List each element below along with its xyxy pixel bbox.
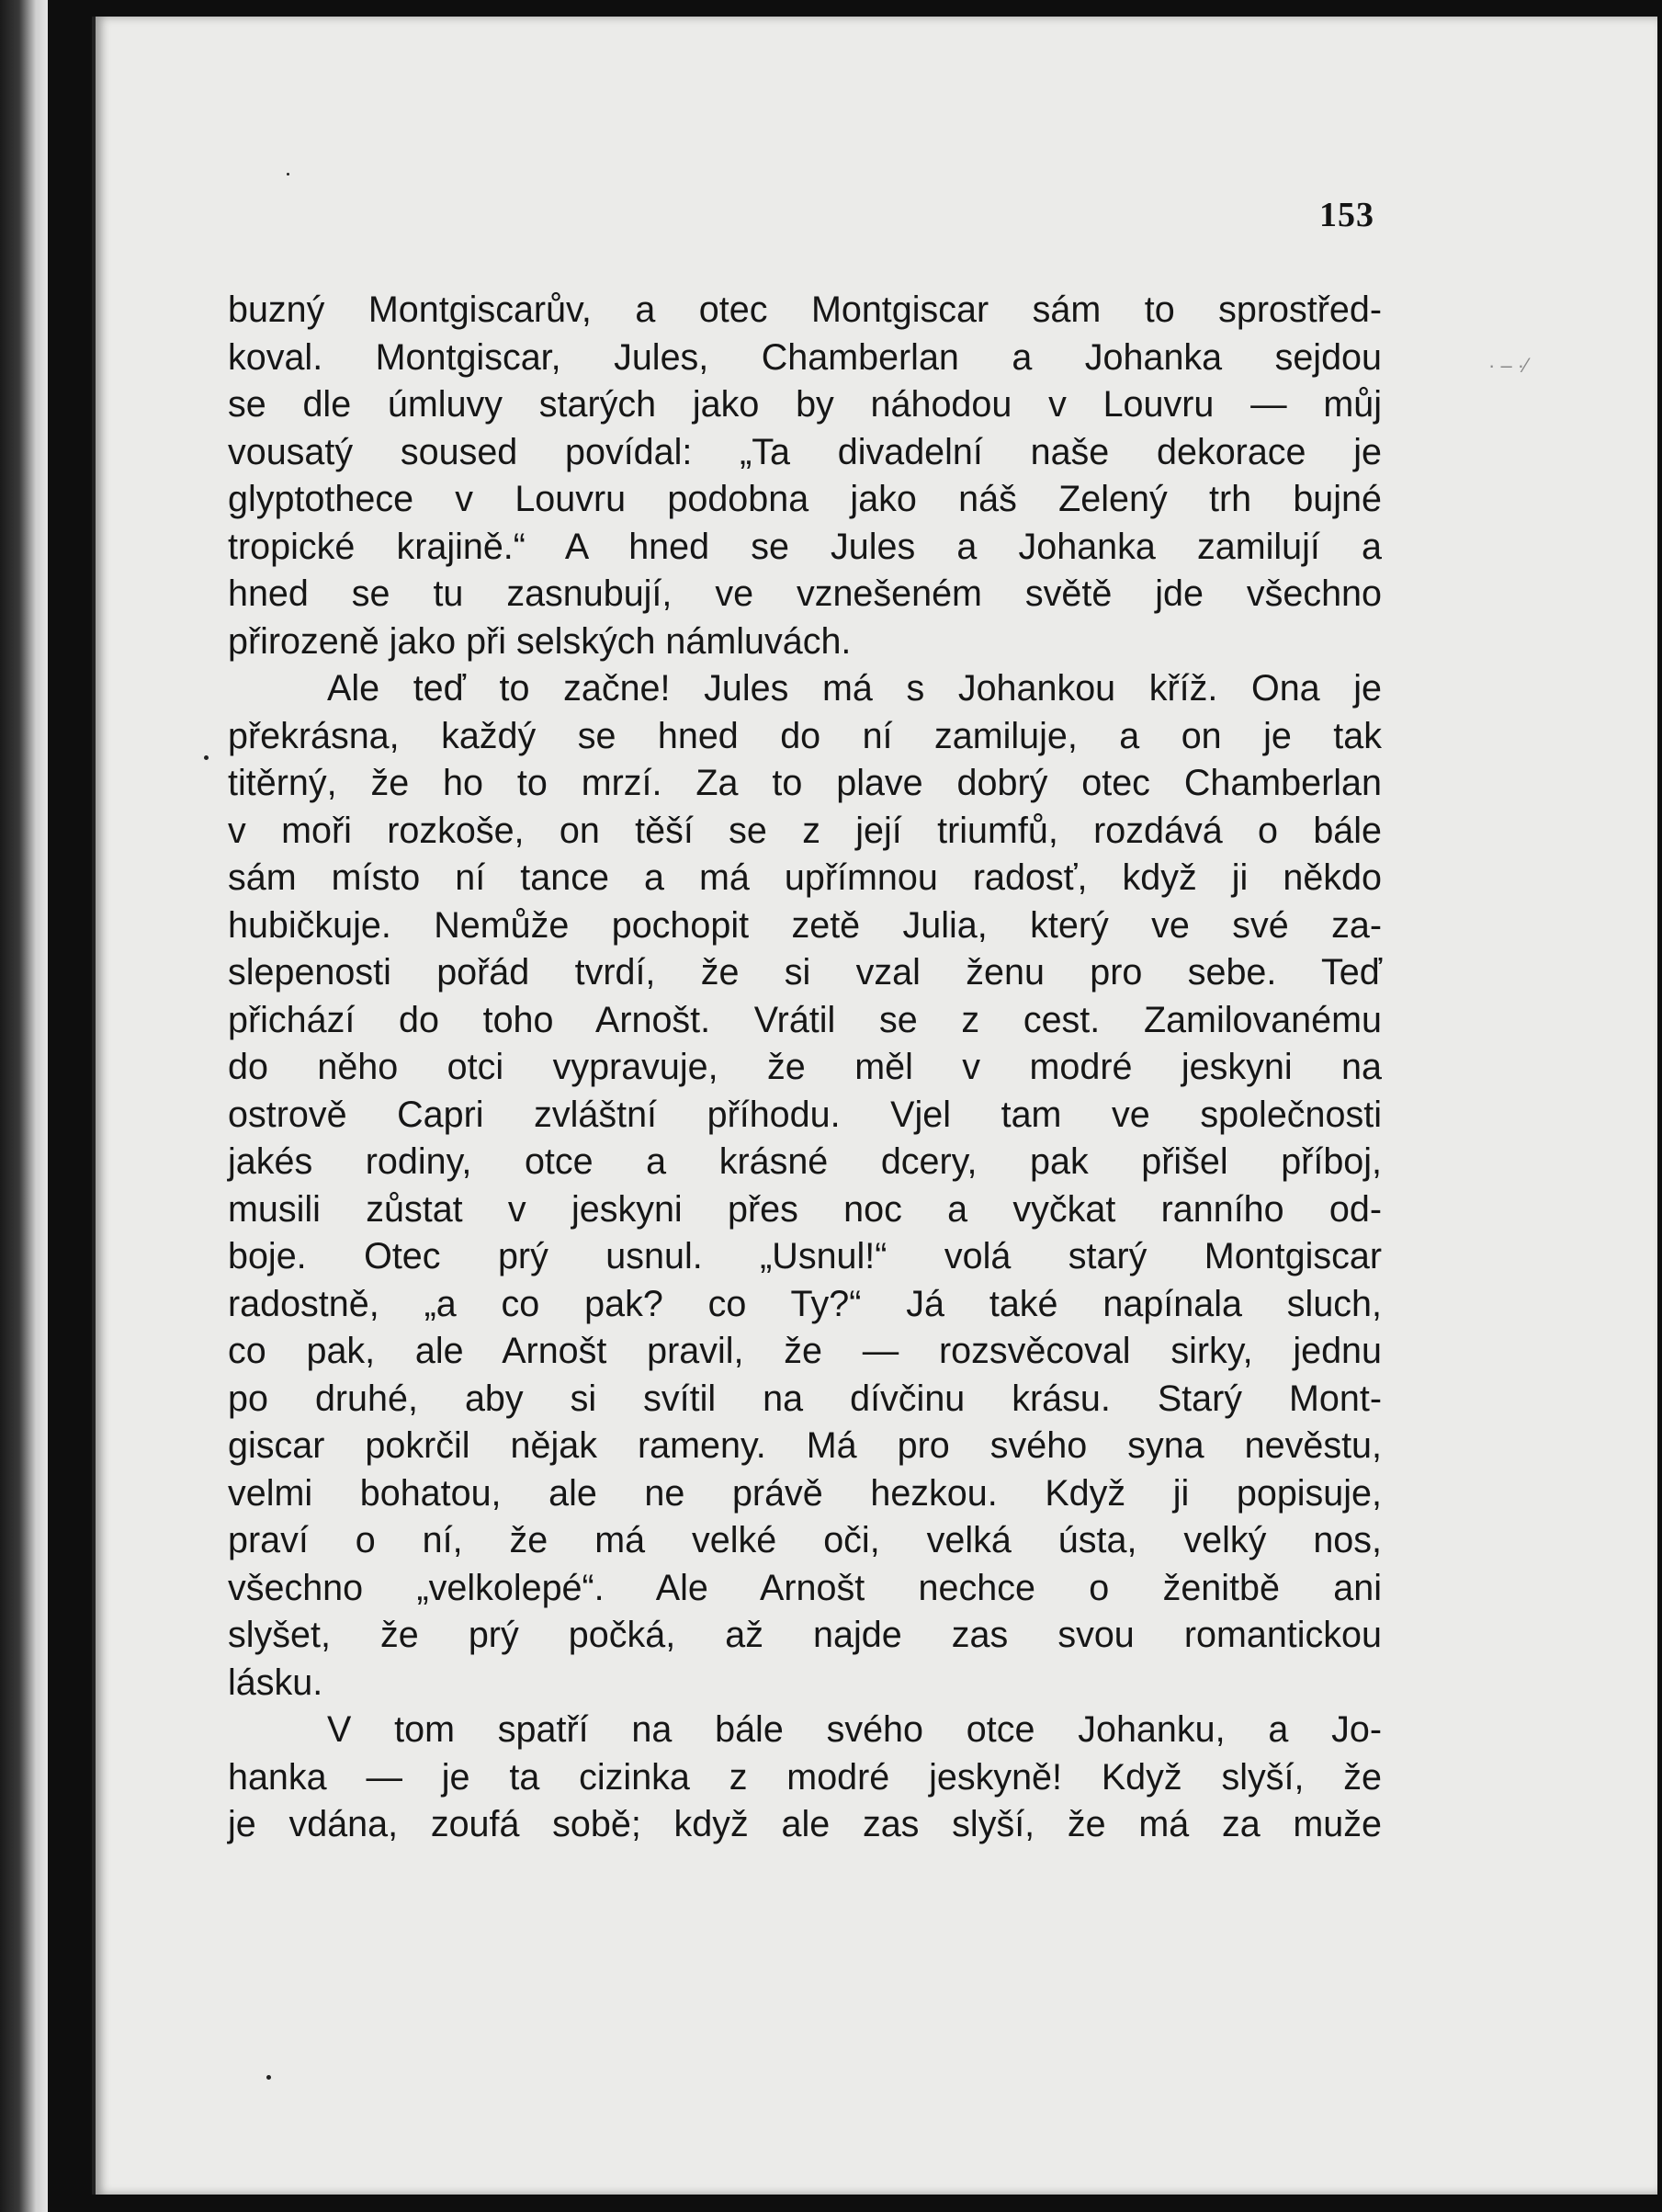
text-line: se dle úmluvy starých jako by náhodou v Louvru — můj: [228, 384, 1382, 425]
text-line: do něho otci vypravuje, že měl v modré jeskyni na: [228, 1047, 1382, 1087]
text-line: glyptothece v Louvru podobna jako náš Zelený trh bujné: [228, 479, 1382, 519]
text-line: je vdána, zoufá sobě; když ale zas slyší, že má za muže: [228, 1804, 1382, 1844]
text-line: přirozeně jako při selských námluvách.: [228, 620, 852, 662]
text-line: hubičkuje. Nemůže pochopit zetě Julia, který ve své za-: [228, 904, 1382, 946]
scan-speck: [204, 755, 209, 760]
text-line: co pak, ale Arnošt pravil, že — rozsvěcoval sirky, jednu: [228, 1331, 1382, 1371]
text-line: praví o ní, že má velké oči, velká ústa, velký nos,: [228, 1520, 1382, 1560]
text-line: radostně, „a co pak? co Ty?“ Já také napínala sluch,: [228, 1283, 1382, 1324]
text-line: ostrově Capri zvláštní příhodu. Vjel tam ve společnosti: [228, 1094, 1382, 1135]
text-line: slepenosti pořád tvrdí, že si vzal ženu pro sebe. Teď: [228, 952, 1382, 993]
page-number: 153: [1319, 196, 1374, 234]
scan-speck: [266, 2075, 271, 2080]
text-line: musili zůstat v jeskyni přes noc a vyčkat ranního od-: [228, 1188, 1382, 1230]
text-line: lásku.: [228, 1662, 323, 1703]
text-line: v moři rozkoše, on těší se z její triumfů, rozdává o bále: [228, 810, 1382, 851]
text-line: giscar pokrčil nějak rameny. Má pro svého syna nevěstu,: [228, 1425, 1382, 1466]
scan-mark: · – ·⁄: [1488, 354, 1528, 377]
text-line: přichází do toho Arnošt. Vrátil se z cest. Zamilovanému: [228, 999, 1382, 1040]
text-line: boje. Otec prý usnul. „Usnul!“ volá starý Montgiscar: [228, 1236, 1382, 1276]
text-line: velmi bohatou, ale ne právě hezkou. Když ji popisuje,: [228, 1472, 1382, 1514]
text-line: Ale teď to začne! Jules má s Johankou kříž. Ona je: [327, 668, 1382, 709]
scan-speck: [287, 173, 289, 176]
text-line: hanka — je ta cizinka z modré jeskyně! Když slyší, že: [228, 1756, 1382, 1798]
text-line: jakés rodiny, otce a krásné dcery, pak přišel příboj,: [228, 1141, 1382, 1182]
text-line: po druhé, aby si svítil na dívčinu krásu. Starý Mont-: [228, 1378, 1382, 1419]
text-line: vousatý soused povídal: „Ta divadelní naše dekorace je: [228, 431, 1382, 472]
text-line: slyšet, že prý počká, až najde zas svou romantickou: [228, 1615, 1382, 1655]
text-line: sám místo ní tance a má upřímnou radosť, když ji někdo: [228, 857, 1382, 898]
text-line: všechno „velkolepé“. Ale Arnošt nechce o ženitbě ani: [228, 1567, 1382, 1608]
text-line: tropické krajině.“ A hned se Jules a Johanka zamilují a: [228, 526, 1382, 567]
text-line: překrásna, každý se hned do ní zamiluje, a on je tak: [228, 715, 1382, 756]
body-text: [228, 287, 1382, 1849]
text-line: koval. Montgiscar, Jules, Chamberlan a Johanka sejdou: [228, 336, 1382, 378]
scanner-edge-shadow: [0, 0, 48, 2212]
text-line: buzný Montgiscarův, a otec Montgiscar sám to sprostřed-: [228, 289, 1382, 330]
text-line: V tom spatří na bále svého otce Johanku, a Jo-: [327, 1709, 1382, 1750]
text-line: hned se tu zasnubují, ve vznešeném světě jde všechno: [228, 573, 1382, 614]
text-line: titěrný, že ho to mrzí. Za to plave dobrý otec Chamberlan: [228, 763, 1382, 803]
